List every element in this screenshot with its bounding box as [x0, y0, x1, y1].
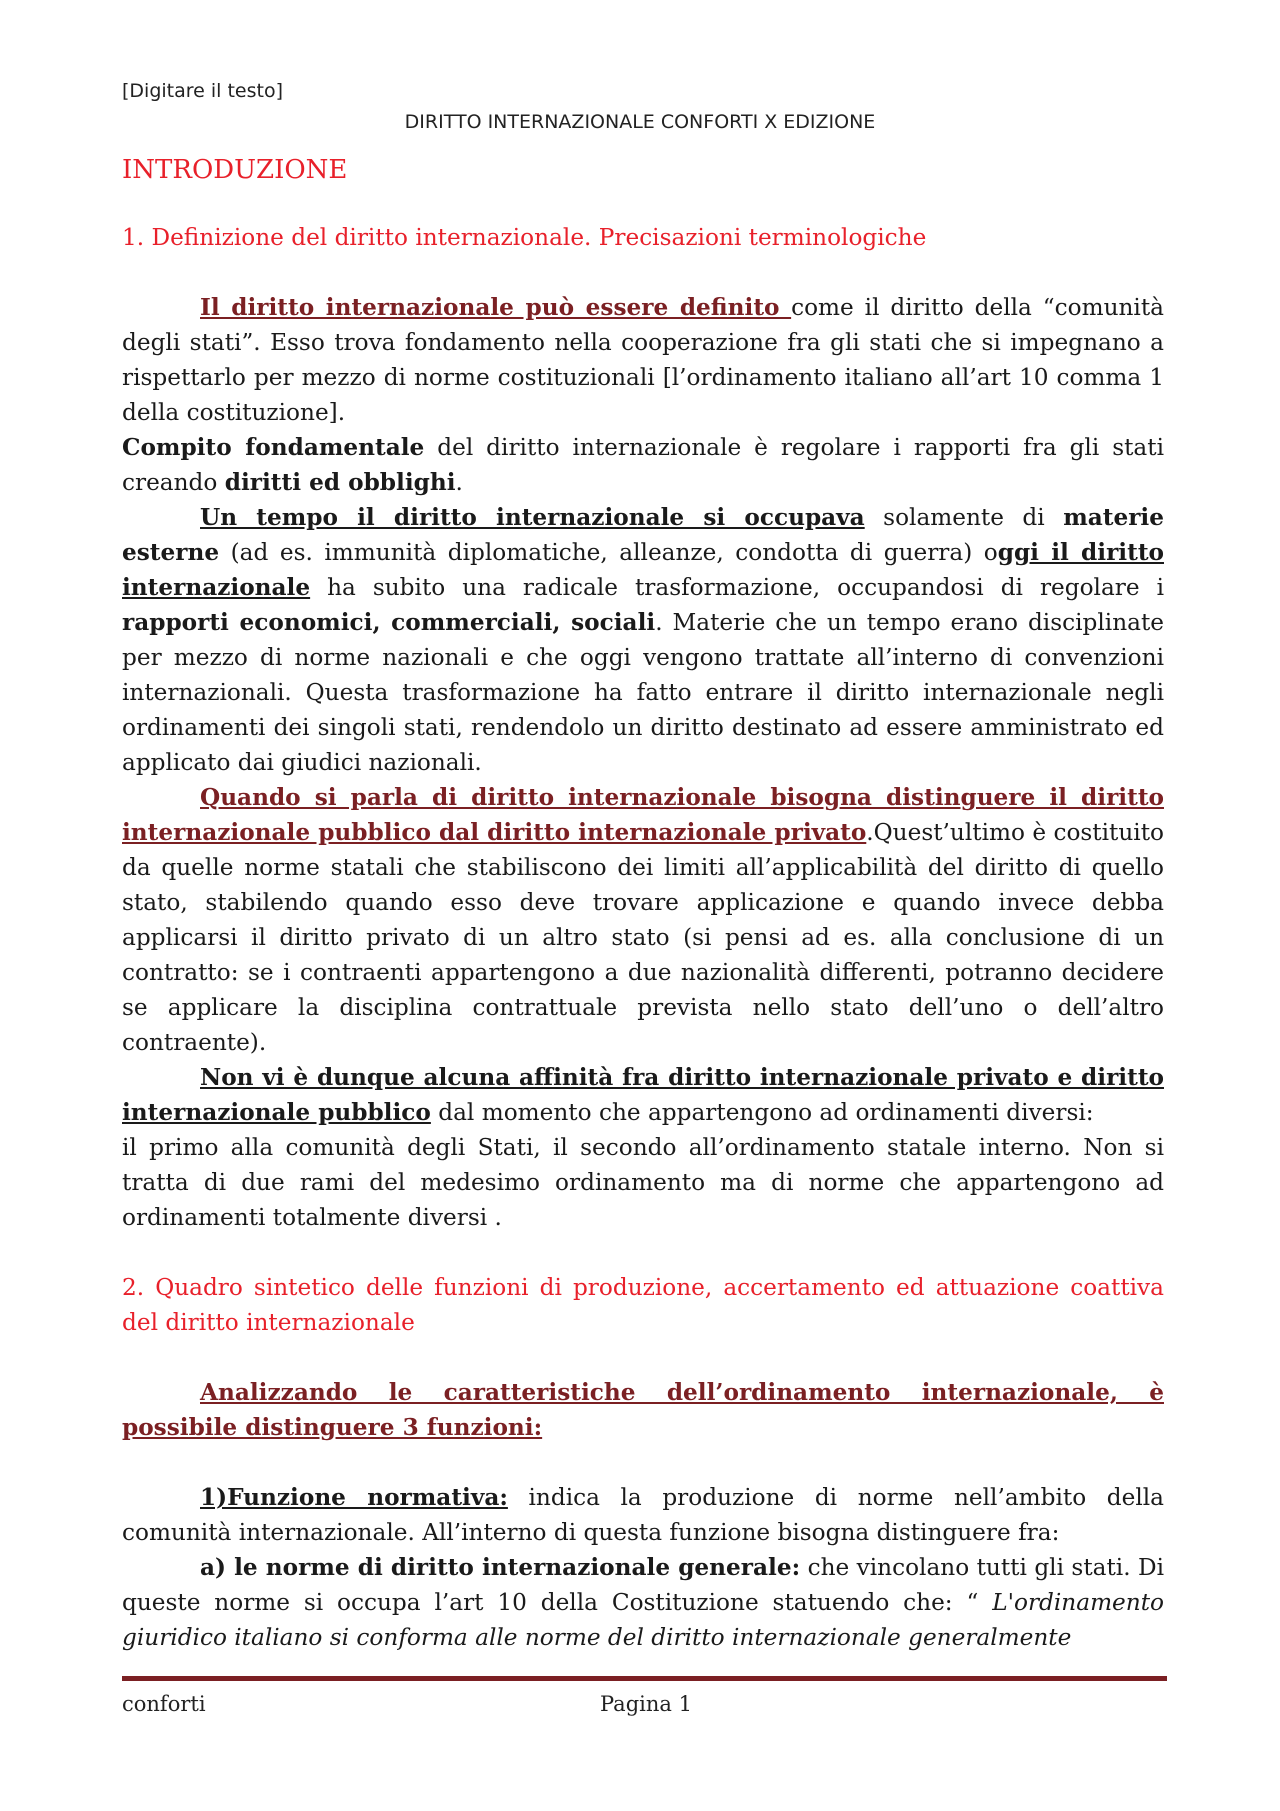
s1-p3-text-1: solamente di: [864, 504, 1064, 531]
s1-p1-lead: Il diritto internazionale può essere definito: [200, 294, 792, 321]
s1-p3-text-3: ha subito una radicale trasformazione, occupandosi di regolare i: [310, 574, 1164, 601]
s2-paragraph-1: [122, 1375, 1164, 1445]
s1-p4-text: .Quest’ultimo è costituito da quelle norme statali che stabiliscono dei limiti all’applicabilità del diritto di quello stato, stabilendo quando esso deve trovare applicazione e quando invece debba applicarsi il diritto privato di un altro stato (si pensi ad es. alla conclusione di un contratto: se i contraenti appartengono a due nazionalità differenti, potranno decidere se applicare la disciplina contrattuale prevista nello stato dell’uno o dell’altro contraente).: [122, 819, 1164, 1056]
s1-paragraph-6: il primo alla comunità degli Stati, il secondo all’ordinamento statale interno. Non si tratta di due rami del medesimo ordinamento ma di norme che appartengono ad ordinamenti totalmente diversi .: [122, 1134, 1164, 1231]
section-2-heading: 2. Quadro sintetico delle funzioni di produzione, accertamento ed attuazione coattiva del diritto internazionale: [122, 1274, 1164, 1336]
s1-p3-underline-2: ggi il diritto internazionale: [122, 539, 1164, 601]
s1-p5-text: dal momento che appartengono ad ordinamenti diversi:: [430, 1099, 1094, 1126]
page-number: Pagina 1: [600, 1692, 692, 1716]
s2-p3-lead: a) le norme di diritto internazionale generale:: [200, 1554, 801, 1581]
s2-p2-text: indica la produzione di norme nell’ambito della comunità internazionale. All’interno di questa funzione bisogna distinguere fra:: [122, 1484, 1164, 1546]
footer-left: conforti: [122, 1692, 206, 1716]
s1-paragraph-2: [122, 430, 1164, 500]
footer-rule: [122, 1676, 1167, 1681]
s1-p3-bold-1: materie esterne: [122, 504, 1164, 566]
s1-p3-bold-2: rapporti economici, commerciali, sociali: [122, 609, 656, 636]
s1-p2-text-2: .: [455, 469, 463, 496]
spacer: [122, 1235, 1164, 1270]
spacer: [122, 1445, 1164, 1480]
s1-paragraph-3: [122, 500, 1164, 780]
s2-p3-text: che vincolano tutti gli stati. Di queste norme si occupa l’art 10 della Costituzione statuendo che: “: [122, 1554, 1164, 1616]
s2-p1-lead: Analizzando le caratteristiche dell’ordinamento internazionale, è possibile distinguere 3 funzioni:: [122, 1379, 1164, 1441]
s1-paragraph-1: [122, 290, 1164, 430]
s1-p5-lead: Non vi è dunque alcuna affinità fra diritto internazionale privato e diritto internazionale pubblico: [122, 1064, 1164, 1126]
s1-p1-text: come il diritto della “comunità degli stati”. Esso trova fondamento nella cooperazione fra gli stati che si impegnano a rispettarlo per mezzo di norme costituzionali [l’ordinamento italiano all’art 10 comma 1 della costituzione].: [122, 294, 1164, 426]
document-body: [122, 150, 1164, 1655]
s1-p2-bold-2: diritti ed obblighi: [224, 469, 456, 496]
s1-p3-underline-1: Un tempo il diritto internazionale si occupava: [200, 504, 865, 531]
s2-p3-quote: L'ordinamento giuridico italiano si conforma alle norme del diritto internazionale generalmente: [122, 1589, 1164, 1651]
header-title: DIRITTO INTERNAZIONALE CONFORTI X EDIZIONE: [404, 111, 876, 133]
s2-paragraph-2: [122, 1480, 1164, 1550]
s1-p3-text-2: (ad es. immunità diplomatiche, alleanze, condotta di guerra) o: [219, 539, 998, 566]
intro-heading: INTRODUZIONE: [122, 155, 348, 185]
section-1-heading: 1. Definizione del diritto internazionale. Precisazioni terminologiche: [122, 224, 927, 251]
s2-paragraph-3: [122, 1550, 1164, 1655]
s1-paragraph-4: [122, 780, 1164, 1060]
s1-paragraph-5: [122, 1060, 1164, 1130]
s1-p2-text-1: del diritto internazionale è regolare i rapporti fra gli stati creando: [122, 434, 1164, 496]
s1-p4-lead: Quando si parla di diritto internazionale bisogna distinguere il diritto internazionale pubblico dal diritto internazionale privato: [122, 784, 1164, 846]
s1-p2-bold-1: Compito fondamentale: [122, 434, 425, 461]
s2-p2-lead: 1)Funzione normativa:: [200, 1484, 508, 1511]
header-placeholder[interactable]: [Digitare il testo]: [122, 80, 283, 102]
s1-p3-text-4: . Materie che un tempo erano disciplinate per mezzo di norme nazionali e che oggi vengono trattate all’interno di convenzioni internazionali. Questa trasformazione ha fatto entrare il diritto internazionale negli ordinamenti dei singoli stati, rendendolo un diritto destinato ad essere amministrato ed applicato dai giudici nazionali.: [122, 609, 1164, 776]
